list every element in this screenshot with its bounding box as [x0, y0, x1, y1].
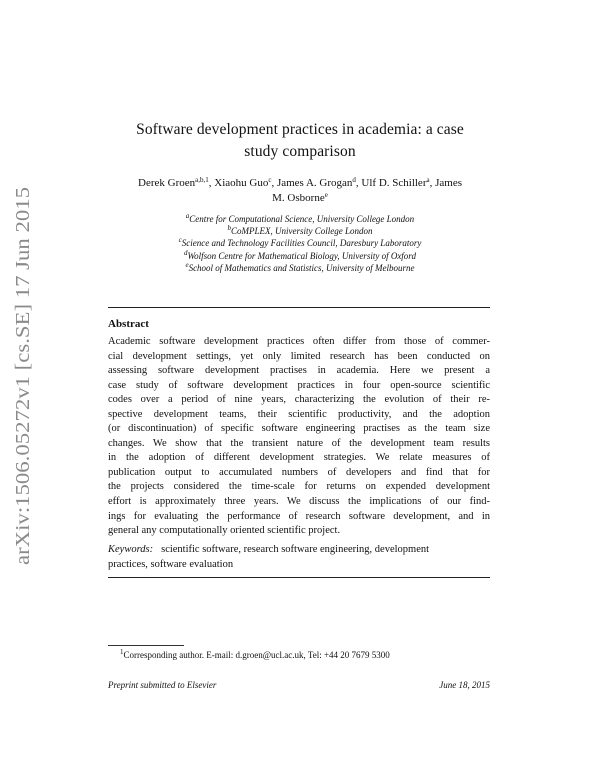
footer-preprint-note: Preprint submitted to Elsevier — [108, 680, 217, 690]
author-name: James A. Grogan — [276, 177, 353, 189]
abstract-text — [108, 335, 490, 539]
author-affil-mark: e — [324, 191, 328, 199]
abstract-line: effort is approximately three years. We discuss the implications of our find- — [108, 496, 490, 508]
abstract-line: cial development settings, yet only limited research has been conducted on — [108, 350, 490, 362]
author-affil-mark: a — [426, 176, 430, 184]
keywords-label: Keywords: — [108, 544, 154, 555]
affiliations — [100, 213, 500, 274]
author-affil-mark: a,b,1 — [195, 176, 209, 184]
abstract-line: in the adoption of different development strategies. We relate measures of — [108, 452, 490, 464]
footnote-mark: 1 — [120, 648, 124, 656]
footer-date: June 18, 2015 — [439, 680, 490, 690]
arxiv-identifier: arXiv:1506.05272v1 [cs.SE] 17 Jun 2015 — [12, 232, 34, 565]
author-name: M. Osborne — [272, 192, 325, 204]
abstract-line: ings for evaluating the performance of research software development, and in — [108, 510, 490, 522]
abstract-line: (or discontinuation) of specific software engineering practises as the team size — [108, 423, 490, 435]
footnote-text: Corresponding author. E-mail: d.groen@ucl.ac.uk, Tel: +44 20 7679 5300 — [123, 650, 390, 660]
abstract-line: codes over a period of nine years, characterizing the evolution of their re- — [108, 394, 490, 406]
abstract-line: case study of software development practices in four open-source scientific — [108, 379, 490, 391]
paper-title — [100, 119, 500, 163]
affiliation-item: $^b$CoMPLEX, University College London — [227, 224, 373, 237]
abstract-line: the projects considered the time-scale for returns on expended development — [108, 481, 490, 493]
abstract-line: changes. We show that the transient nature of the development team results — [108, 437, 490, 449]
author-name: James — [435, 177, 462, 189]
abstract-line: Academic software development practices often differ from those of commer- — [108, 336, 490, 347]
affiliation-item: $^c$Science and Technology Facilities Council, Daresbury Laboratory — [178, 236, 422, 249]
abstract-line: spective development teams, their scientific productivity, and the adoption — [108, 408, 490, 420]
author-list: Derek Groen$^{a,b,1}$, Xiaohu Guo$^c$, James A. Grogan$^d$, Ulf D. Schiller$^a$, James M. Osborne$^e$ — [138, 176, 462, 204]
abstract-top-rule — [108, 307, 490, 308]
affiliation-item: $^d$Wolfson Centre for Mathematical Biology, University of Oxford — [184, 248, 416, 261]
keywords-line-1: scientific software, research software engineering, development — [161, 544, 430, 555]
affiliation-item: $^a$Centre for Computational Science, University College London — [185, 212, 415, 224]
footnote-rule — [108, 645, 184, 646]
author-name: Derek Groen — [138, 177, 196, 189]
author-name: Xiaohu Guo — [214, 177, 269, 189]
keywords-line-2: practices, software evaluation — [108, 558, 234, 570]
affiliation-item: $^e$School of Mathematics and Statistics, University of Melbourne — [185, 260, 415, 273]
abstract-heading: Abstract — [108, 318, 149, 330]
author-affil-mark: d — [352, 176, 356, 184]
abstract-line: assessing software development practises in academia. Here we present a — [108, 365, 490, 377]
title-line-1: Software development practices in academia: a case — [136, 121, 464, 138]
abstract-bottom-rule — [108, 577, 490, 578]
author-affil-mark: c — [268, 176, 272, 184]
footnote — [120, 650, 390, 660]
arxiv-stamp — [9, 187, 36, 565]
abstract-line: publication output to accumulated numbers of developers and find that for — [108, 466, 490, 478]
author-name: Ulf D. Schiller — [361, 177, 427, 189]
keywords — [108, 543, 490, 572]
abstract-line: general any computationally oriented scientific project. — [108, 525, 341, 537]
title-line-2: study comparison — [244, 143, 356, 160]
